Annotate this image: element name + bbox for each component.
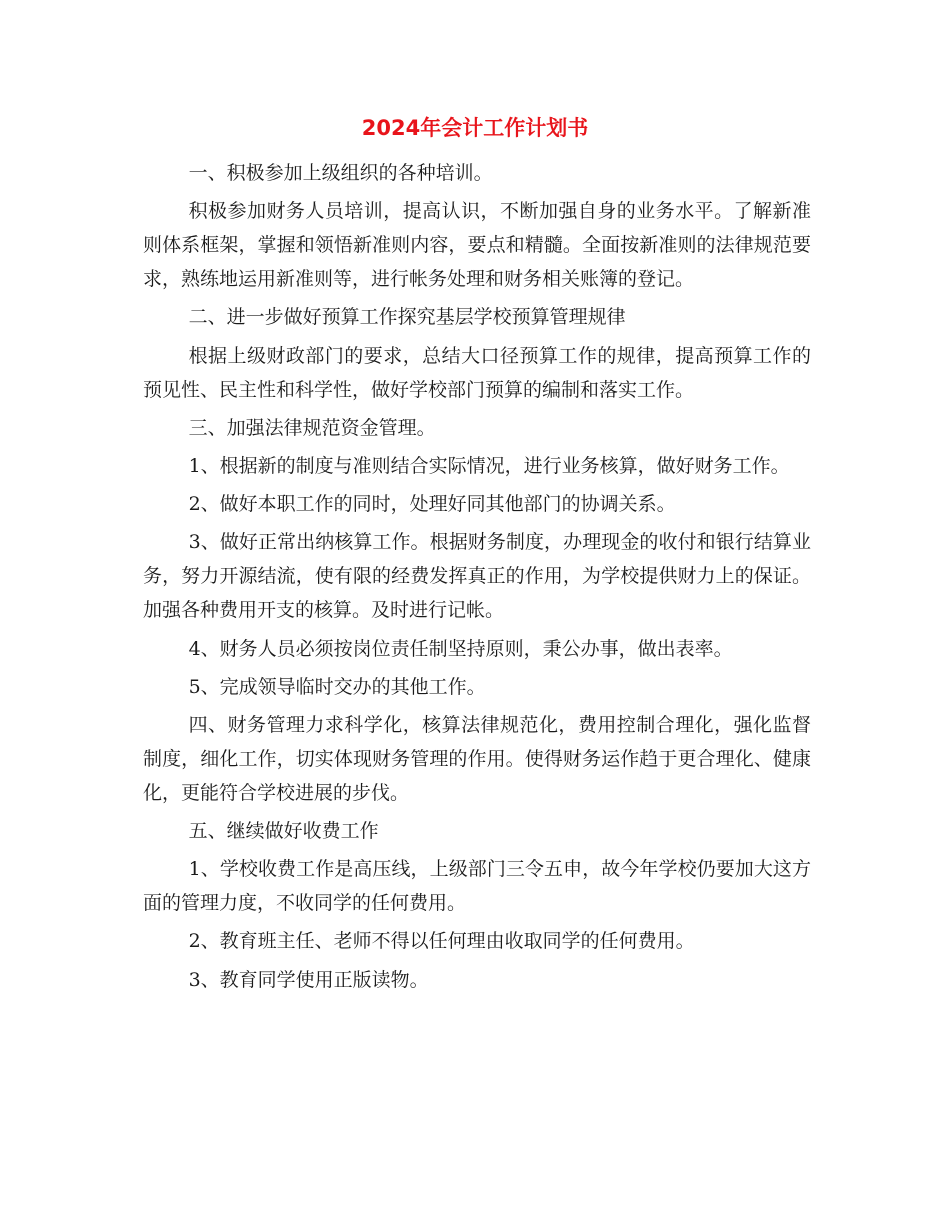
- paragraph-fee-item-1: 1、学校收费工作是高压线，上级部门三令五申，故今年学校仍要加大这方面的管理力度，不收同学的任何费用。: [143, 858, 811, 915]
- document-title: 2024年会计工作计划书: [361, 116, 589, 140]
- paragraph-section-3-heading: 三、加强法律规范资金管理。: [188, 416, 436, 439]
- paragraph-item-5: 5、完成领导临时交办的其他工作。: [188, 675, 486, 698]
- paragraph-section-2-heading: 二、进一步做好预算工作探究基层学校预算管理规律: [188, 306, 626, 329]
- paragraph-budget: 根据上级财政部门的要求，总结大口径预算工作的规律，提高预算工作的预见性、民主性和科学性，做好学校部门预算的编制和落实工作。: [143, 344, 811, 401]
- paragraph-section-5-heading: 五、继续做好收费工作: [188, 820, 379, 843]
- paragraph-fee-item-3: 3、教育同学使用正版读物。: [188, 968, 429, 991]
- paragraph-item-3: 3、做好正常出纳核算工作。根据财务制度，办理现金的收付和银行结算业务，努力开源结流，使有限的经费发挥真正的作用，为学校提供财力上的保证。加强各种费用开支的核算。及时进行记帐。: [143, 531, 811, 622]
- paragraph-training: 积极参加财务人员培训，提高认识，不断加强自身的业务水平。了解新准则体系框架，掌握和领悟新准则内容，要点和精髓。全面按新准则的法律规范要求，熟练地运用新准则等，进行帐务处理和财务相关账簿的登记。: [143, 200, 811, 291]
- paragraph-section-1-heading: 一、积极参加上级组织的各种培训。: [188, 162, 493, 184]
- paragraph-item-1: 1、根据新的制度与准则结合实际情况，进行业务核算，做好财务工作。: [188, 454, 790, 477]
- paragraph-item-2: 2、做好本职工作的同时，处理好同其他部门的协调关系。: [188, 493, 676, 516]
- paragraph-fee-item-2: 2、教育班主任、老师不得以任何理由收取同学的任何费用。: [188, 930, 695, 953]
- document-body: [143, 156, 811, 1001]
- paragraph-item-4: 4、财务人员必须按岗位责任制坚持原则，秉公办事，做出表率。: [188, 637, 733, 660]
- paragraph-section-4: 四、财务管理力求科学化，核算法律规范化，费用控制合理化，强化监督制度，细化工作，切实体现财务管理的作用。使得财务运作趋于更合理化、健康化，更能符合学校进展的步伐。: [143, 713, 811, 804]
